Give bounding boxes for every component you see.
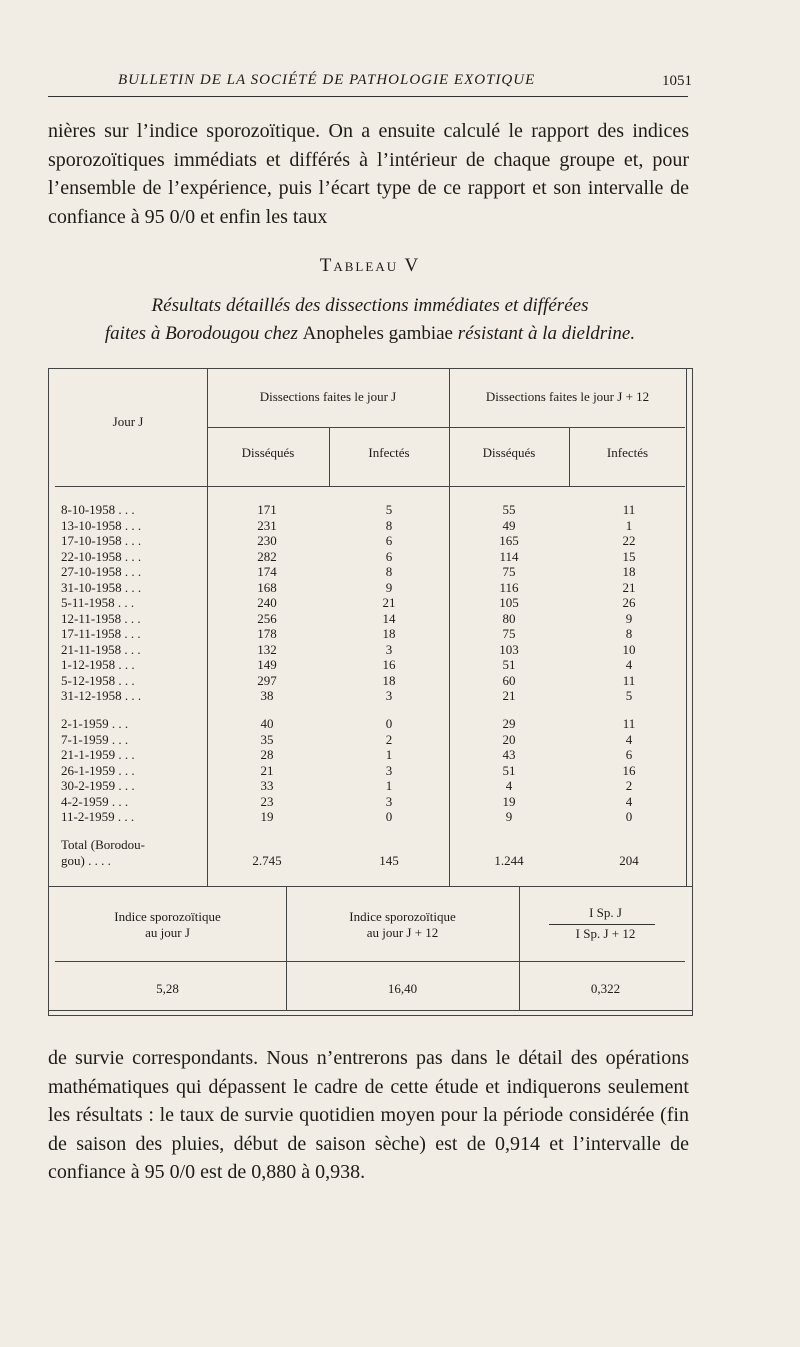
table-row <box>49 564 694 580</box>
date-cell: 17-11-1958 . . . <box>61 626 141 641</box>
count-cell: 8 <box>385 517 393 533</box>
table-row <box>49 595 694 611</box>
count-cell: 1 <box>625 517 633 533</box>
count-cell: 38 <box>260 688 274 703</box>
group-header-j12: Dissections faites le jour J + 12 <box>485 389 650 404</box>
count-cell: 116 <box>499 579 519 595</box>
table-row <box>49 794 694 810</box>
count-cell: 21 <box>382 595 396 610</box>
date-cell: 26-1-1959 . . . <box>61 762 135 778</box>
table-row <box>49 763 694 779</box>
count-cell: 132 <box>257 641 277 657</box>
caption-part-b: résistant à la dieldrine. <box>457 323 636 344</box>
count-cell: 8 <box>625 626 633 641</box>
count-cell: 8 <box>385 564 393 579</box>
count-cell: 15 <box>622 548 636 564</box>
caption-part-a: faites à Borodougou chez <box>104 323 298 344</box>
count-cell: 0 <box>385 716 393 731</box>
col-jour-header: Jour J <box>112 414 144 429</box>
count-cell: 9 <box>385 579 393 595</box>
index-j12-label-line: Indice sporozoïtique <box>349 909 456 924</box>
date-cell: 27-10-1958 . . . <box>61 564 142 579</box>
table-row <box>49 611 694 627</box>
caption-line-2 <box>0 320 740 348</box>
table-row <box>49 732 694 748</box>
count-cell: 2 <box>385 731 393 747</box>
table-row <box>49 580 694 596</box>
date-cell: 12-11-1958 . . . <box>61 610 141 626</box>
count-cell: 49 <box>502 517 516 533</box>
ratio-numerator: I Sp. J <box>589 905 622 920</box>
table-row <box>49 809 694 825</box>
count-cell: 21 <box>502 688 516 703</box>
count-cell: 19 <box>502 793 516 809</box>
date-cell: 5-11-1958 . . . <box>61 595 135 610</box>
table-row <box>49 549 694 565</box>
date-cell: 5-12-1958 . . . <box>61 672 135 688</box>
count-cell: 105 <box>499 595 519 610</box>
count-cell: 1 <box>385 778 393 793</box>
count-cell: 21 <box>260 762 274 778</box>
index-j-label-line: Indice sporozoïtique <box>114 909 221 924</box>
index-j12-label-line: au jour J + 12 <box>366 925 439 940</box>
count-cell: 51 <box>502 762 516 778</box>
date-cell: 11-2-1959 . . . <box>61 809 135 824</box>
divider <box>49 1010 692 1011</box>
col-disseques-2: Disséqués <box>482 445 536 460</box>
count-cell: 75 <box>502 564 516 579</box>
divider <box>55 486 685 487</box>
table-row <box>49 657 694 673</box>
count-cell: 1 <box>385 747 393 762</box>
date-cell: 17-10-1958 . . . <box>61 533 142 548</box>
divider <box>49 886 692 887</box>
count-cell: 282 <box>257 548 277 564</box>
count-cell: 26 <box>622 595 636 610</box>
count-cell: 14 <box>382 610 396 626</box>
running-header <box>48 72 692 97</box>
count-cell: 60 <box>502 672 516 688</box>
total-row <box>49 853 694 869</box>
count-cell: 230 <box>257 533 277 548</box>
col-infectes-1: Infectés <box>368 445 410 460</box>
count-cell: 3 <box>385 762 393 778</box>
total-row-label-1 <box>49 837 694 853</box>
date-cell: 22-10-1958 . . . <box>61 548 142 564</box>
paragraph-top: nières sur l’indice sporozoïtique. On a ensuite calculé le rapport des indices sporozoïtiques immédiats et différés à l’intérieur de chaque groupe et, pour l’ensemble de l’expérience, puis l’écart type de ce rapport et son intervalle de confiance à 95 0/0 et enfin les taux <box>48 120 689 228</box>
date-cell: 4-2-1959 . . . <box>61 793 129 809</box>
count-cell: 165 <box>499 533 519 548</box>
table-row <box>49 518 694 534</box>
journal-title: BULLETIN DE LA SOCIÉTÉ DE PATHOLOGIE EXOTIQUE <box>118 72 536 88</box>
results-table <box>48 368 693 1016</box>
count-cell: 5 <box>385 502 393 517</box>
fraction-bar <box>549 924 655 925</box>
count-cell: 16 <box>622 762 636 778</box>
count-cell: 174 <box>257 564 277 579</box>
table-row <box>49 626 694 642</box>
date-cell: 13-10-1958 . . . <box>61 517 142 533</box>
count-cell: 114 <box>499 548 519 564</box>
count-cell: 22 <box>622 533 636 548</box>
table-row <box>49 778 694 794</box>
date-cell: 7-1-1959 . . . <box>61 731 129 747</box>
count-cell: 297 <box>257 672 277 688</box>
count-cell: 9 <box>625 610 633 626</box>
count-cell: 43 <box>502 747 516 762</box>
ratio-denominator: I Sp. J + 12 <box>575 926 636 941</box>
count-cell: 55 <box>502 502 516 517</box>
col-infectes-2: Infectés <box>606 445 649 460</box>
count-cell: 35 <box>260 731 274 747</box>
count-cell: 40 <box>260 716 274 731</box>
index-j-value: 5,28 <box>156 981 179 996</box>
count-cell: 178 <box>257 626 277 641</box>
date-cell: 31-10-1958 . . . <box>61 579 142 595</box>
count-cell: 10 <box>622 641 636 657</box>
count-cell: 6 <box>385 533 393 548</box>
table-row <box>49 747 694 763</box>
caption-line-1: Résultats détaillés des dissections immédiates et différées <box>151 295 589 316</box>
count-cell: 2 <box>625 778 633 793</box>
ratio-value: 0,322 <box>590 981 621 996</box>
table-row <box>49 533 694 549</box>
count-cell: 149 <box>257 657 277 672</box>
count-cell: 11 <box>622 716 636 731</box>
count-cell: 4 <box>625 731 633 747</box>
total-cell: 204 <box>619 853 639 868</box>
count-cell: 29 <box>502 716 516 731</box>
table-row <box>49 673 694 689</box>
col-disseques-1: Disséqués <box>241 445 295 460</box>
table-row <box>49 716 694 732</box>
count-cell: 4 <box>505 778 513 793</box>
total-label: Total (Borodou- <box>61 837 145 852</box>
total-label: gou) . . . . <box>61 853 111 868</box>
page-number: 1051 <box>662 73 692 89</box>
count-cell: 256 <box>257 610 277 626</box>
count-cell: 240 <box>257 595 277 610</box>
count-cell: 20 <box>502 731 516 747</box>
index-j12-value: 16,40 <box>387 981 418 996</box>
table-row <box>49 502 694 518</box>
count-cell: 33 <box>260 778 274 793</box>
count-cell: 9 <box>505 809 513 824</box>
date-cell: 21-1-1959 . . . <box>61 747 135 762</box>
date-cell: 31-12-1958 . . . <box>61 688 142 703</box>
date-cell: 21-11-1958 . . . <box>61 641 141 657</box>
count-cell: 231 <box>257 517 277 533</box>
total-cell: 145 <box>379 853 399 868</box>
date-cell: 8-10-1958 . . . <box>61 502 135 517</box>
caption-species: Anopheles gambiae <box>302 323 453 344</box>
divider <box>55 961 685 962</box>
count-cell: 23 <box>260 793 274 809</box>
divider <box>207 427 685 428</box>
count-cell: 11 <box>622 502 636 517</box>
total-cell: 1.244 <box>494 853 524 868</box>
date-cell: 30-2-1959 . . . <box>61 778 135 793</box>
count-cell: 16 <box>382 657 396 672</box>
date-cell: 2-1-1959 . . . <box>61 716 129 731</box>
count-cell: 6 <box>625 747 633 762</box>
count-cell: 0 <box>385 809 393 824</box>
count-cell: 171 <box>257 502 277 517</box>
count-cell: 18 <box>622 564 636 579</box>
count-cell: 3 <box>385 688 393 703</box>
count-cell: 3 <box>385 641 393 657</box>
table-row <box>49 642 694 658</box>
count-cell: 18 <box>382 672 396 688</box>
index-j-label-line: au jour J <box>145 925 190 940</box>
count-cell: 0 <box>625 809 633 824</box>
count-cell: 5 <box>625 688 633 703</box>
count-cell: 4 <box>625 657 633 672</box>
count-cell: 75 <box>502 626 516 641</box>
count-cell: 11 <box>622 672 636 688</box>
count-cell: 21 <box>622 579 636 595</box>
index-j12-label <box>286 909 519 941</box>
count-cell: 103 <box>499 641 519 657</box>
table-title: Tableau V <box>319 255 421 276</box>
index-j-label <box>49 909 286 941</box>
count-cell: 51 <box>502 657 516 672</box>
date-cell: 1-12-1958 . . . <box>61 657 135 672</box>
table-row <box>49 688 694 704</box>
count-cell: 3 <box>385 793 393 809</box>
table-caption <box>0 292 740 348</box>
count-cell: 18 <box>382 626 396 641</box>
count-cell: 6 <box>385 548 393 564</box>
total-cell: 2.745 <box>252 853 282 868</box>
count-cell: 168 <box>257 579 277 595</box>
paragraph-bottom: de survie correspondants. Nous n’entrerons pas dans le détail des opérations mathématiques qui dépassent le cadre de cette étude et indiquerons seulement les résultats : le taux de survie quotidien moyen pour la période considérée (fin de saison des pluies, début de saison sèche) est de 0,914 et l’intervalle de confiance à 95 0/0 est de 0,880 à 0,938. <box>48 1047 689 1183</box>
count-cell: 28 <box>260 747 274 762</box>
group-header-j: Dissections faites le jour J <box>259 389 397 404</box>
count-cell: 80 <box>502 610 516 626</box>
count-cell: 4 <box>625 793 633 809</box>
count-cell: 19 <box>260 809 274 824</box>
